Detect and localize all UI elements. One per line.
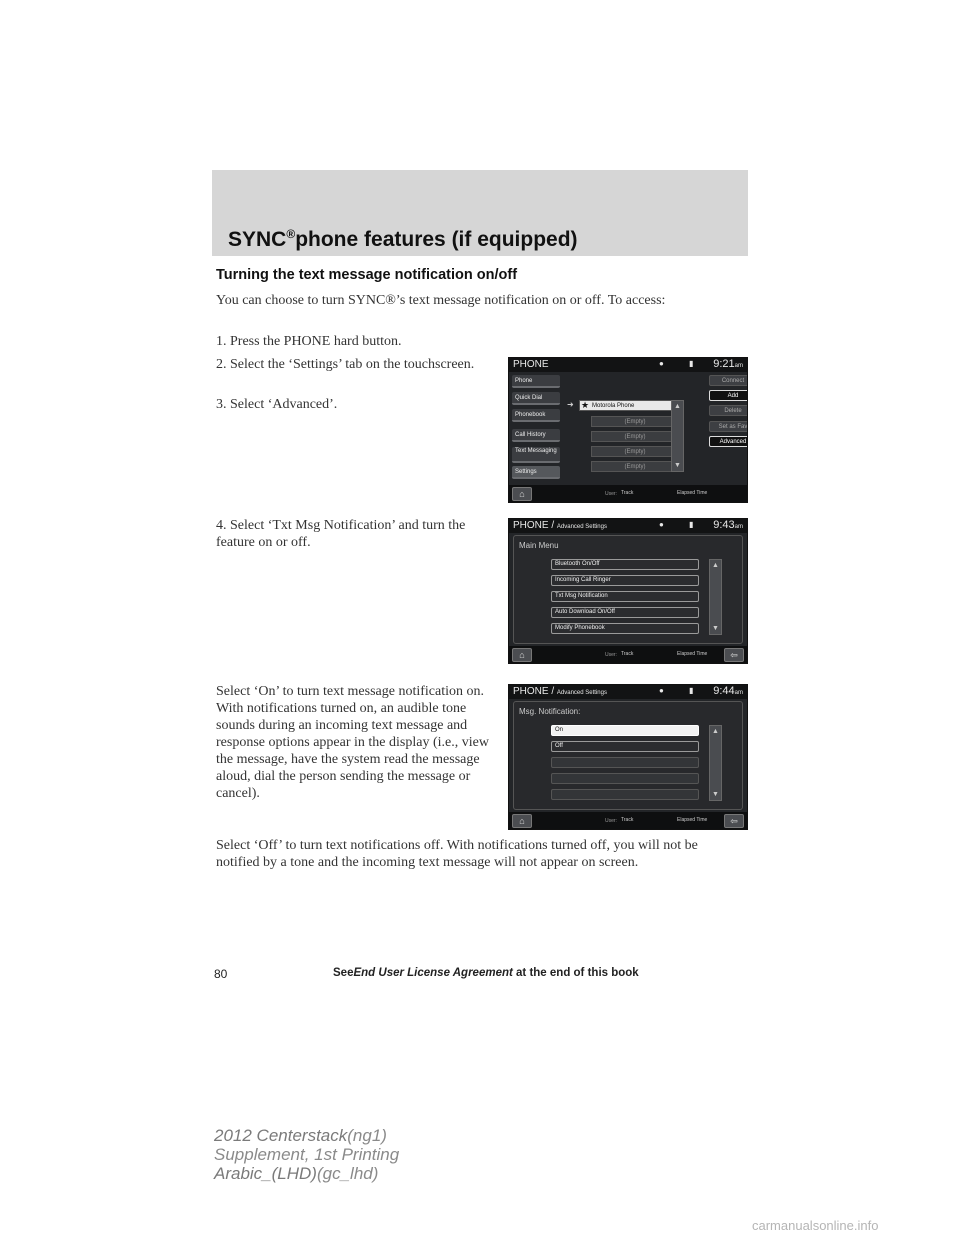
footer-see: See [333, 967, 354, 979]
tab-call-history[interactable]: Call History [512, 429, 560, 442]
menu-title: Main Menu [519, 541, 559, 550]
user-label: User: [605, 652, 617, 658]
scroll-down-icon[interactable]: ▼ [712, 791, 719, 798]
option-off[interactable]: Off [551, 741, 699, 752]
menu-item-bluetooth[interactable]: Bluetooth On/Off [551, 559, 699, 570]
user-label: User: [605, 818, 617, 824]
signal-icon: ▮ [689, 686, 694, 695]
advanced-settings-screenshot [508, 518, 748, 664]
empty-slot [551, 757, 699, 768]
step-2: 2. Select the ‘Settings’ tab on the touchscreen. [216, 357, 475, 372]
edition-region: Arabic_(LHD) [214, 1164, 317, 1183]
section-header [212, 170, 748, 256]
delete-button[interactable]: Delete [709, 405, 748, 416]
footer-eula: End User License Agreement [353, 967, 513, 979]
clock-time: 9:44 [713, 685, 735, 697]
clock [713, 519, 743, 531]
scrollbar[interactable] [709, 725, 722, 801]
footer-note [333, 967, 639, 979]
back-icon[interactable]: ⇦ [724, 648, 744, 662]
page-number: 80 [214, 967, 228, 981]
scrollbar[interactable] [709, 559, 722, 635]
edition-line-1 [214, 1126, 399, 1145]
menu-title: Msg. Notification: [519, 707, 581, 716]
star-icon: ★ [581, 400, 590, 410]
status-icon: ● [659, 359, 664, 368]
signal-icon: ▮ [689, 359, 694, 368]
device-slot-4[interactable]: (Empty) [591, 446, 679, 457]
status-bar [509, 358, 747, 372]
menu-item-modify-phonebook[interactable]: Modify Phonebook [551, 623, 699, 634]
edition-line-3 [214, 1164, 399, 1183]
off-paragraph: Select ‘Off’ to turn text notifications off. With notifications turned off, you will not be notified by a tone and the incoming text message will not appear on screen. [216, 838, 698, 870]
title-advanced-settings: Advanced Settings [556, 690, 607, 696]
title-advanced-settings: Advanced Settings [556, 524, 607, 530]
track-label: Track [621, 651, 634, 657]
home-icon[interactable]: ⌂ [512, 648, 532, 662]
watermark: carmanualsonline.info [752, 1218, 879, 1233]
elapsed-time-label: Elapsed Time [677, 817, 708, 823]
empty-slot [551, 773, 699, 784]
scroll-up-icon[interactable]: ▲ [712, 562, 719, 569]
edition-region-code: (gc_lhd) [316, 1164, 379, 1183]
user-label: User: [605, 491, 617, 497]
phone-screen-screenshot [508, 357, 748, 503]
device-slot-3[interactable]: (Empty) [591, 431, 679, 442]
screen-title [513, 520, 607, 531]
clock-ampm: am [734, 524, 743, 530]
home-icon[interactable]: ⌂ [512, 814, 532, 828]
step-3: 3. Select ‘Advanced’. [216, 397, 338, 412]
device-slot-5[interactable]: (Empty) [591, 461, 679, 472]
signal-icon: ▮ [689, 520, 694, 529]
option-on[interactable]: On [551, 725, 699, 736]
edition-line-2: Supplement, 1st Printing [214, 1145, 400, 1164]
tab-quick-dial[interactable]: Quick Dial [512, 392, 560, 405]
scrollbar[interactable] [671, 400, 684, 472]
scroll-down-icon[interactable]: ▼ [712, 625, 719, 632]
status-bar [509, 685, 747, 699]
scroll-up-icon[interactable]: ▲ [674, 403, 681, 410]
clock [713, 685, 743, 697]
clock-ampm: am [734, 690, 743, 696]
title-phone: PHONE / [513, 520, 555, 531]
msg-notification-screenshot [508, 684, 748, 830]
tab-phone[interactable]: Phone [512, 375, 560, 388]
clock-ampm: am [734, 363, 743, 369]
device-slot-1[interactable]: Motorola Phone [579, 400, 674, 411]
scroll-down-icon[interactable]: ▼ [674, 462, 681, 469]
elapsed-time-label: Elapsed Time [677, 490, 708, 496]
registered-mark: ® [286, 227, 296, 241]
bottom-bar [509, 812, 747, 829]
connect-button[interactable]: Connect [709, 375, 748, 386]
intro-paragraph: You can choose to turn SYNC®’s text message notification on or off. To access: [216, 293, 666, 308]
step-4: 4. Select ‘Txt Msg Notification’ and turn the feature on or off. [216, 518, 466, 550]
edition-code: (ng1) [347, 1126, 387, 1145]
elapsed-time-label: Elapsed Time [677, 651, 708, 657]
arrow-icon: ➜ [567, 400, 574, 409]
add-button[interactable]: Add [709, 390, 748, 401]
title-phone: PHONE / [513, 686, 555, 697]
scroll-up-icon[interactable]: ▲ [712, 728, 719, 735]
status-icon: ● [659, 686, 664, 695]
device-slot-2[interactable]: (Empty) [591, 416, 679, 427]
status-icon: ● [659, 520, 664, 529]
advanced-button[interactable]: Advanced [709, 436, 748, 447]
screen-title [513, 686, 607, 697]
screen-title: PHONE [513, 359, 549, 370]
clock [713, 358, 743, 370]
tab-text-messaging[interactable]: Text Messaging [512, 447, 560, 463]
tab-settings[interactable]: Settings [512, 466, 560, 479]
menu-item-auto-download[interactable]: Auto Download On/Off [551, 607, 699, 618]
bottom-bar [509, 485, 747, 502]
track-label: Track [621, 817, 634, 823]
track-label: Track [621, 490, 634, 496]
on-paragraph: Select ‘On’ to turn text message notification on. With notifications turned on, an audible tone sounds during an incoming text message and response options appear in the display (i.e., view the message, have the system read the message aloud, dial the person sending the message or cancel). [216, 684, 489, 801]
edition-info [214, 1126, 399, 1183]
back-icon[interactable]: ⇦ [724, 814, 744, 828]
home-icon[interactable]: ⌂ [512, 487, 532, 501]
clock-time: 9:43 [713, 519, 735, 531]
edition-title: 2012 Centerstack [214, 1126, 348, 1145]
section-title [228, 227, 578, 252]
status-bar [509, 519, 747, 533]
footer-rest: at the end of this book [516, 967, 639, 979]
bottom-bar [509, 646, 747, 663]
subheading: Turning the text message notification on/off [216, 267, 518, 283]
title-rest: phone features (if equipped) [295, 228, 578, 251]
menu-item-txt-msg-notification[interactable]: Txt Msg Notification [551, 591, 699, 602]
menu-item-ringer[interactable]: Incoming Call Ringer [551, 575, 699, 586]
step-1: 1. Press the PHONE hard button. [216, 334, 402, 349]
set-as-fav-button[interactable]: Set as Fav [709, 421, 748, 432]
clock-time: 9:21 [713, 358, 735, 370]
empty-slot [551, 789, 699, 800]
title-sync: SYNC [228, 228, 287, 251]
tab-phonebook[interactable]: Phonebook [512, 409, 560, 422]
